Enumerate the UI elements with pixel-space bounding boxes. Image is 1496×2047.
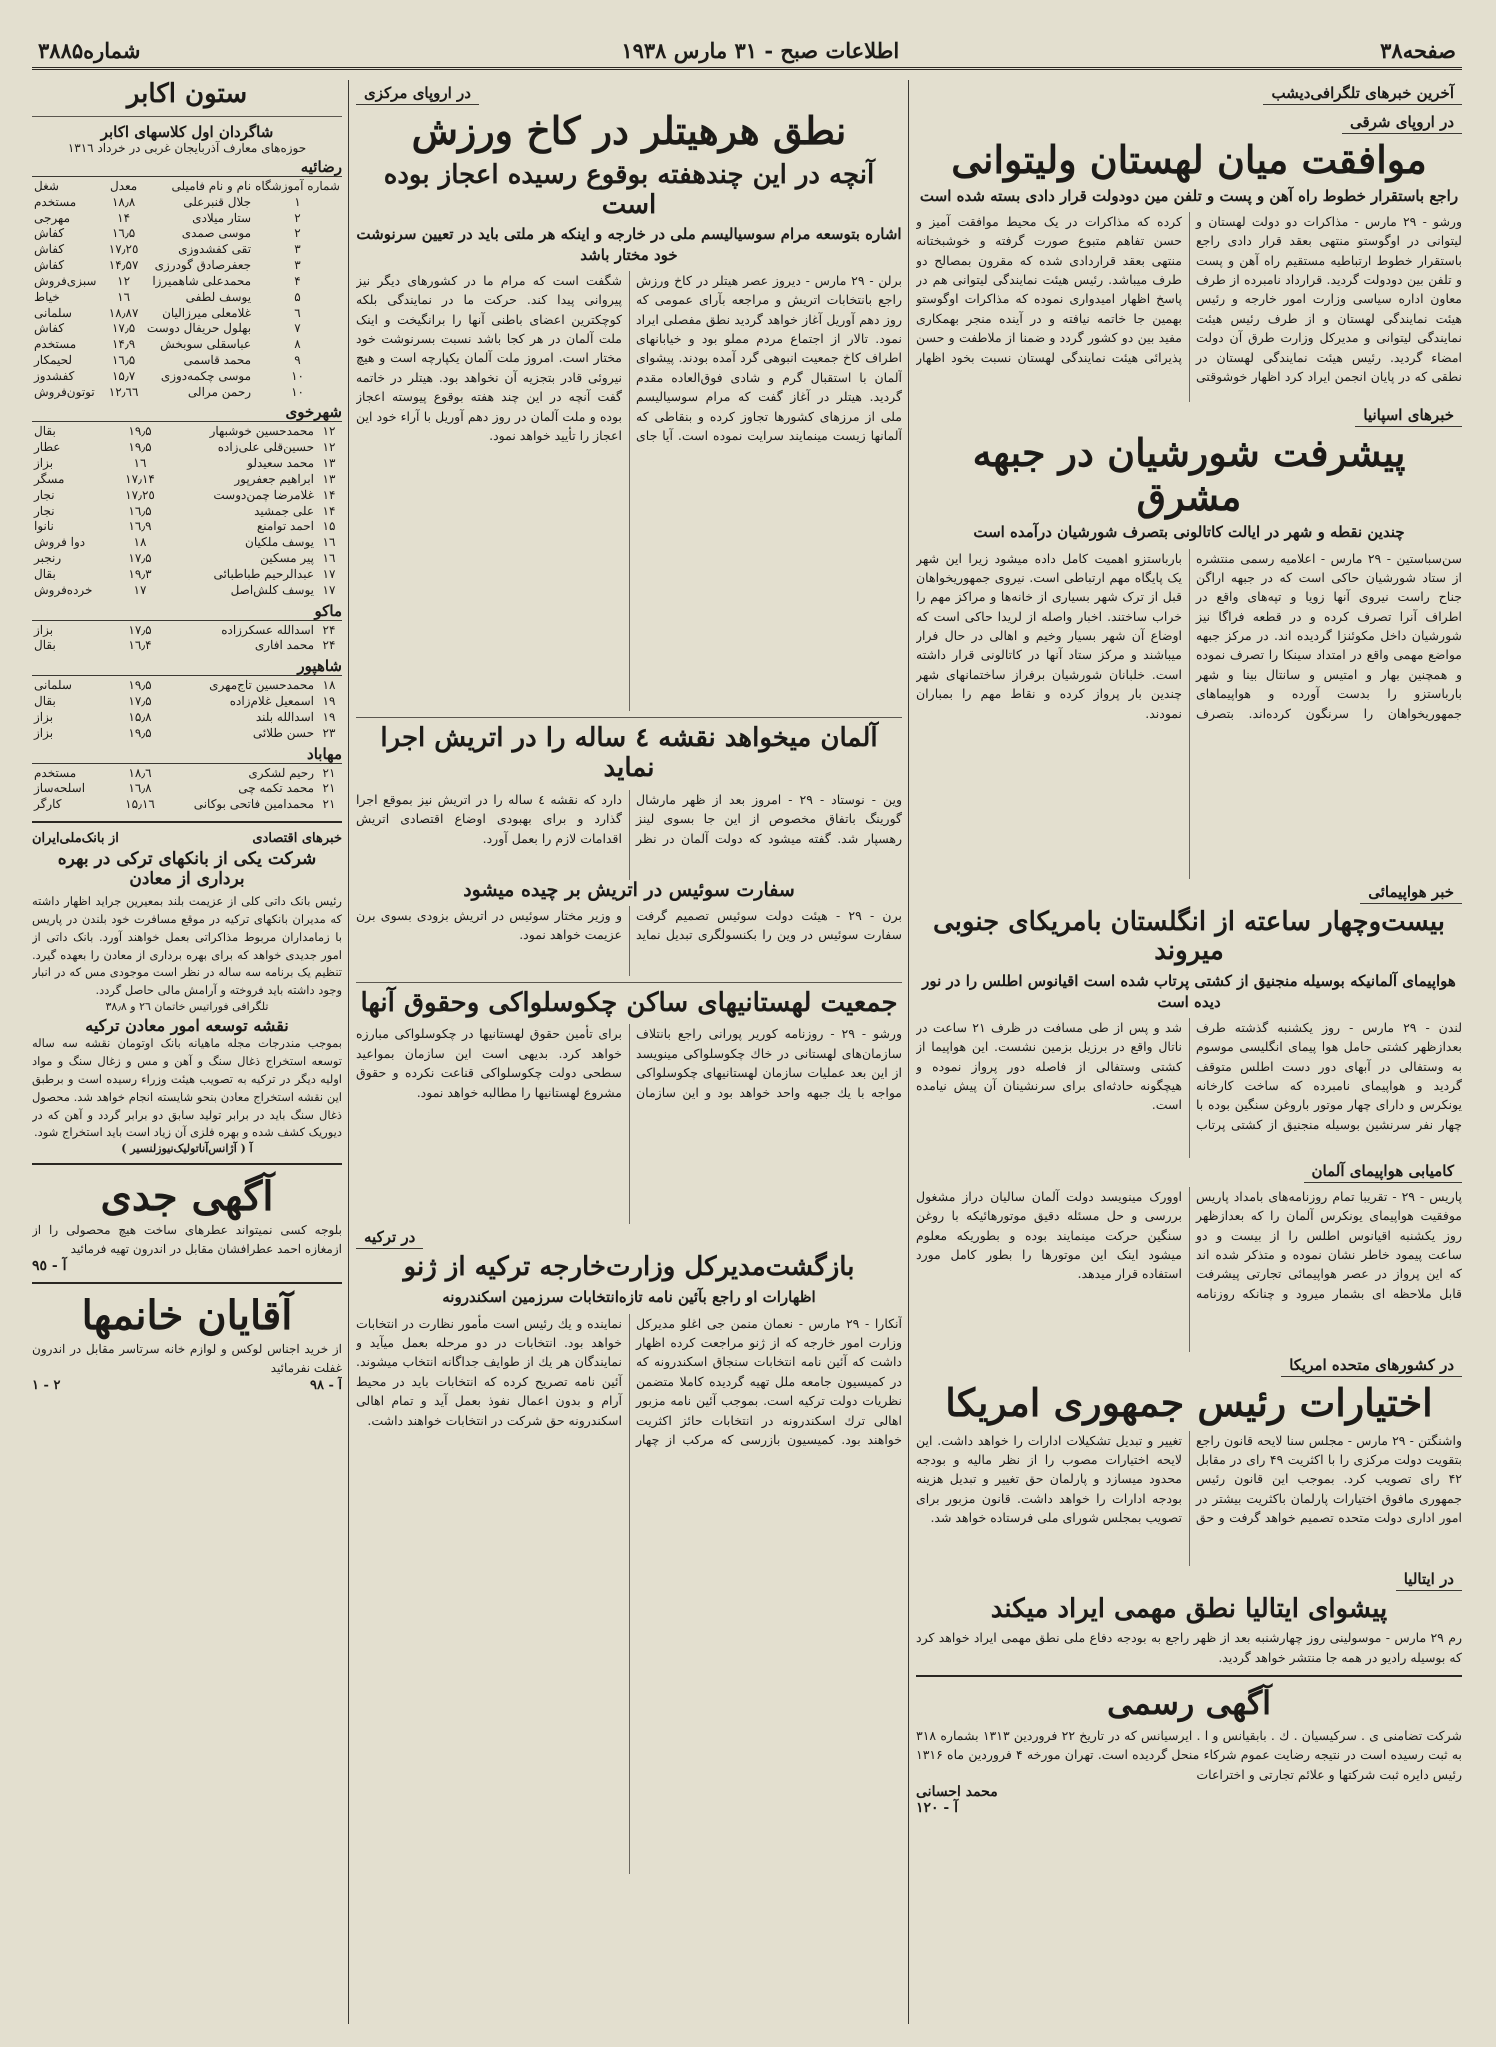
row-school: ۴ [294,273,301,288]
article-headline: جمعیت لهستانیهای ساکن چکوسلواکی وحقوق آنها [360,987,898,1018]
section-label: در اروپای مرکزی [356,82,479,105]
row-name: رحیم لشکری [248,765,314,780]
article-headline: سفارت سوئیس در اتریش بر چیده میشود [463,878,795,901]
article-body: وین - نوستاد - ۲۹ - امروز بعد از ظهر مارشال گورینگ باتفاق مخصوص از این جا بسوی لینز رهسپار شد. گفته میشود که دولت آلمان در نظر دارد که نقشه ٤ ساله را در اتریش نیز بموقع اجرا گذارد و برای بهبودی اوضاع اقتصادی اتریش اقدامات لازم را بعمل آورد. [356,791,902,846]
honor-table [32,766,342,813]
row-score: ۱۹٫۵ [128,440,152,455]
table-row [32,440,342,456]
row-score: ۱۸٫۸ [111,194,136,209]
row-job: مستخدم [34,765,77,780]
row-score: ۱۷٫۵ [111,321,136,336]
row-score: ۱٦٫۵ [111,226,136,241]
row-score: ۱۸ [133,535,147,550]
article-source: آ ( آژانس‌آناتولیک‌نیوزلنسیر ) [121,1142,253,1156]
row-score: ۱۹٫۵ [128,725,152,740]
col-header: شماره آموزشگاه [255,178,340,193]
row-name: محمد قاسمی [183,353,252,367]
row-score: ۱۹٫۳ [128,566,152,581]
table-row [32,337,342,353]
article-body: بموجب مندرجات مجله ماهیانه بانک اوتومان نقشه سه ساله توسعه استخراج ذغال سنگ و آهن و مس و زغال سنگ و مواد اولیه دیگر در ترکیه به تصویب هیئت وزراء رسیده است و برطبق این نقشه استخراج معادن بنحو شایسته انجام خواهد شد. محصول ذغال سنگ باید در برابر تولید سابق دو برابر گردد و آهن که در دیوریک کشف شده و بهره فلزی آن زیاد است باید استخراج شود. [32,1036,342,1140]
table-row [32,504,342,520]
ad-code: آ - ۹٥ [32,1258,67,1275]
row-school: ۱۴ [322,487,336,502]
article-headline: بازگشت‌مدیرکل وزارت‌خارجه ترکیه از ژنو [403,1252,855,1283]
row-name: موسی صمدی [181,226,252,241]
ad-title: آقایان خانمها [81,1292,293,1340]
row-score: ۱٦٫۵ [111,353,136,367]
ad-title: آگهی رسمی [1106,1684,1272,1723]
article-body: پاریس - ۲۹ - تقریبا تمام روزنامه‌های بامداد پاریس موفقیت هواپیمای یونکرس آلمان را که بعدازظهر روز یکشنبه اقیانوس اطلس را از بیست و دو ساعت پیمود خاطر نشان نموده و متذکر شده اند که این پرواز در عصر هواپیمائی تجارتی پیشرفت قابل ملاحظه ای بشمار میرود و چنانکه روزنامه اوورک مینویسد دولت آلمان سالیان دراز مشغول بررسی و حل مسئله دقیق موتورهائیکه با روغن سنگین حرکت مینمایند بوده و بطوریکه معلوم میشود اینک این موتورها را بطور کامل مورد استفاده قرار میدهد. [916,1188,1462,1301]
row-job: سبزی‌فروش [34,273,97,288]
box-title: ستون اکابر [126,80,248,109]
row-school: ۳ [294,258,301,273]
table-row [32,710,342,726]
row-score: ۱۹٫۵ [128,424,152,439]
row-job: کفاش [34,242,65,257]
divider [32,1163,342,1165]
table-row [32,488,342,504]
row-school: ۱۹ [322,694,336,709]
table-row [32,551,342,567]
right-column [916,80,1462,2024]
table-row [32,694,342,710]
row-school: ۱۳ [322,456,336,471]
divider [32,1282,342,1284]
ad-code: آ - ۹۸ [309,1377,342,1393]
region-name: شاهپور [32,657,342,676]
row-score: ۱۷٫۱۴ [125,471,155,486]
col-header: نام و نام فامیلی [171,178,252,193]
row-job: خرده‌فروش [34,582,93,597]
row-score: ۱۵٫۷ [111,368,136,383]
table-row [32,797,342,813]
row-name: یوسف کلش‌اصل [230,582,314,597]
row-name: احمد توامنع [256,519,314,534]
table-row [32,290,342,306]
table-row [32,195,342,211]
row-job: بزاز [34,622,54,637]
row-name: حسین‌قلی علی‌زاده [217,440,314,455]
divider [32,116,342,117]
table-row [32,567,342,583]
row-score: ۱۷٫۲٥ [125,487,155,502]
row-score: ۱۷٫۵ [128,694,152,709]
row-school: ۲۱ [322,781,336,796]
table-row [32,226,342,242]
row-job: کارگر [34,797,62,812]
row-school: ٦ [294,305,301,320]
newspaper-page [32,34,1462,2024]
article-headline: موافقت میان لهستان ولیتوانی [951,137,1427,182]
article-headline: نطق هرهیتلر در کاخ ورزش [411,108,847,153]
row-score: ۱٦٫۵ [128,503,152,518]
left-column [32,80,342,2024]
article-body: برلن - ۲۹ مارس - دیروز عصر هیتلر در کاخ ورزش راجع بانتخابات اتریش و مراجعه بآرای عمومی که روز دهم آوریل آغاز خواهد گردید نطق مفصلی ایراد نمود. تالار از اجتماع مردم مملو بود و خیابانهای اطراف کاخ جمعیت انبوهی گرد آمده بودند. پیشوای آلمان با استقبال گرم و شادی فوق‌العاده مقدم گردید. هیتلر در آغاز گفت که مرام سوسیالیسم ملی از مرزهای کشورها تجاوز کرده و بنقاطی که آلمانها زیست مینمایند سرایت نموده است. آیا جای شگفت است که مرام ما در کشورهای دیگر نیز پیروانی پیدا کند. حرکت ما در نمایندگی بلکه کوچکترین اعضای باطنی آنها را برانگیخت و اینک ملت آلمان در هر کجا باشد نسبت بسرنوشت خود مختار است. امروز ملت آلمان یکپارچه است و هیچ نیروئی قادر بتجزیه آن نخواهد بود. هیتلر در خاتمه گفت آنچه در این چند هفته بوقوع پیوسته اعجاز بوده و ملت آلمان در روز دهم آوریل با آراء خود این اعجاز را تأیید خواهد نمود. [356,272,902,443]
article-body: سن‌سباستین - ۲۹ مارس - اعلامیه رسمی منتشره از ستاد شورشیان حاکی است که در جبهه اراگن جناح راست نیروی آنها زویا و تپه‌های واقع در اطراف آنرا تصرف کرده و در قطعه فراگا نیز شورشیان داخل مکوئنزا گردیده اند. در مرکز جبهه مواضع مهمی واقع در امتداد سینکا را تصرف نموده و همچنین بهار و امتیس و سانتال بینا و شهر بارباستزو را بدست آورده و هواپیماهای جمهوریخواهان را سرنگون کرده‌اند. بتصرف بارباستزو اهمیت کامل داده میشود زیرا این شهر یک پایگاه مهم ارتباطی است. نیروی جمهوریخواهان قبل از ترک شهر بسیاری از خانه‌ها و مراکز مهم را خراب ساختند. اخبار واصله از لریدا حاکی است که اوضاع آن شهر بسیار وخیم و اهالی در حال فرار میباشند و مرکز ستاد آنها در کاتالونی قرار داشته است. خلبانان شورشیان برفراز ساختمانهای شهر چندین بار پرواز کرده و نقاط مهم را بمباران نمودند. [916,550,1462,721]
region-name: شهرخوی [32,403,342,422]
row-school: ۳ [294,242,301,257]
row-score: ۱۷٫۵ [128,622,152,637]
row-job: بزاز [34,456,54,471]
row-school: ۱۲ [322,424,336,439]
section-label: در ترکیه [356,1226,423,1249]
table-row [32,321,342,337]
row-name: ابراهیم جعفرپور [234,471,314,486]
section-label: خبرهای اسپانیا [1355,404,1462,427]
honor-table [32,623,342,655]
row-school: ۱۰ [291,384,304,399]
article-headline: اختیارات رئیس جمهوری امریکا [945,1379,1433,1425]
row-school: ۵ [294,289,301,304]
box-subtitle: شاگردان اول کلاسهای اکابر [100,122,274,141]
row-job: کفاش [34,258,65,273]
row-score: ۱۴ [117,210,131,225]
table-row [32,726,342,742]
article-subheadline: اظهارات او راجع بآئین نامه تازه‌انتخابات سرزمین اسکندرونه [442,1288,816,1307]
article-subheadline: هواپیمای آلمانیکه بوسیله منجنیق از کشتی پرتاب شده است اقیانوس اطلس را در نور دیده است [922,972,1456,1011]
row-name: تقی کفشدوزی [178,242,252,257]
table-row [32,638,342,654]
row-name: رحمن مرالی [187,384,252,399]
page-number: صفحه۳۸ [1380,38,1456,63]
ad-signature: محمد احسانی [916,1784,998,1801]
honor-table [32,424,342,598]
table-row [32,211,342,227]
row-job: لحیمکار [34,353,73,367]
row-score: ۱٦ [133,456,147,471]
row-name: ستار میلادی [192,210,252,225]
middle-column [356,80,902,2024]
article-body: برن - ۲۹ - هیئت دولت سوئیس تصمیم گرفت سفارت سوئیس در وین را بکنسولگری تبدیل نماید و وزیر مختار سوئیس در اتریش بزودی بسوی برن عزیمت خواهد نمود. [356,907,902,942]
row-job: دوا فروش [34,535,86,550]
row-name: محمدحسین خوشبهار [209,424,314,439]
row-school: ۱۷ [322,566,336,581]
box-note: حوزه‌های معارف آذربایجان غربی در خرداد ۱۳۱٦ [67,140,307,155]
row-school: ۱۲ [322,440,336,455]
row-job: نجار [34,503,55,518]
row-name: جعفرصادق گودرزی [154,258,252,273]
table-row [32,535,342,551]
row-job: بقال [34,694,56,709]
row-school: ۲۴ [322,622,336,637]
column-rule [348,80,349,2024]
row-job: رنجبر [34,551,62,566]
section-label: خبر هواپیمائی [1360,881,1462,904]
row-school: ۲ [294,226,301,241]
row-job: مهرجی [34,210,70,225]
article-body: لندن - ۲۹ مارس - روز یکشنبه گذشته طرف بعدازظهر کشتی حامل هوا پیمای انگلیسی موسوم به وستفالی در آبهای دور دست اطلس متوقف گردید و هواپیمای نامبرده که ساخت کارخانه یونکرس و دارای چهار موتور باروغن سنگین بوده با چهار نفر سرنشین بوسیله منجنیق از کشتی پرتاب شد و پس از طی مسافت در ظرف ۲۱ ساعت در ناتال واقع در برزیل بزمین نشست. این هواپیما از کشتی وستفالی از فاصله دور پرواز نموده و هیچگونه حادثه‌ای برای سرنشینان آن پیش نیامده است. [916,1019,1462,1132]
row-score: ۱۵٫۱٦ [125,797,155,812]
section-label: آخرین خبرهای تلگرافی‌دیشب [1263,82,1462,105]
ad-body: از خرید اجناس لوکس و لوازم خانه سرتاسر مقابل در اندرون غفلت نفرمائید [32,1342,342,1376]
row-name: محمد سعیدلو [247,456,314,471]
row-name: محمدعلی شاهمیرزا [152,273,252,288]
article-body: رم ۲۹ مارس - موسولینی روز چهارشنبه بعد از ظهر راجع به بودجه دفاع ملی نطق مهمی ایراد خواهد کرد که بوسیله رادیو در همه جا منتشر خواهد گردید. [916,1630,1462,1665]
table-row [32,583,342,599]
row-school: ۱۷ [322,582,336,597]
row-score: ۱٦٫۸ [128,781,152,796]
row-name: محمدحسین تاج‌مهری [209,678,314,693]
row-score: ۱۴٫۹ [111,337,136,352]
row-school: ۲۱ [322,765,336,780]
ad-title: آگهی جدی [100,1173,274,1221]
row-name: پیر مسکین [260,551,314,566]
row-job: نانوا [34,519,54,534]
row-score: ۱۷٫۲٥ [108,242,139,257]
row-job: بقال [34,638,56,653]
row-name: بهلول حریفال دوست [146,321,252,336]
article-headline: نقشه توسعه امور معادن ترکیه [85,1016,289,1036]
row-score: ۱٦٫۹ [128,519,152,534]
row-school: ۹ [294,353,301,367]
article-subheadline: چندین نقطه و شهر در ایالت کاتالونی بتصرف شورشیان درآمده است [973,523,1405,542]
row-school: ۸ [294,337,301,352]
row-name: عباسقلی سوبخش [160,337,252,352]
region-name: ماکو [32,602,342,621]
row-name: محمدامین فاتحی بوکانی [193,797,314,812]
row-name: یوسف لطفی [185,289,252,304]
section-label: در ایتالیا [1396,1568,1462,1591]
ad-code: ۲ - ۱ [32,1377,61,1393]
row-score: ۱۸٫٦ [128,765,152,780]
table-header [32,179,342,195]
table-row [32,274,342,290]
row-job: عطار [34,440,61,455]
row-name: عبدالرحیم طباطبائی [213,566,314,581]
article-headline: شرکت یکی از بانکهای ترکی در بهره برداری از معادن [57,849,317,889]
article-subheadline: آنچه در این چندهفته بوقوع رسیده اعجاز بوده است [383,159,875,220]
article-subheadline: راجع باستقرار خطوط راه آهن و پست و تلفن مین دودولت قرار دادی بسته شده است [919,186,1459,205]
row-job: اسلحه‌ساز [34,781,86,796]
table-row [32,424,342,440]
issue-number: شماره۳۸۸۵ [38,38,141,63]
table-row [32,258,342,274]
article-dateline: تلگرافی فوراتیس خاتمان ۲٦ و ۳۸٫۸ [105,1000,269,1014]
row-score: ۱۷ [133,582,147,597]
section-label: در کشورهای متحده امریکا [1281,1354,1462,1377]
article-headline: بیست‌وچهار ساعته از انگلستان بامریکای جنوبی میروند [933,906,1445,967]
row-job: بزاز [34,709,54,724]
row-job: بزاز [34,725,54,740]
row-name: غلامعلی میرزالیان [162,305,252,320]
section-labels [32,831,342,846]
honor-table [32,678,342,741]
article-subheadline: اشاره بتوسعه مرام سوسیالیسم ملی در خارجه و اینکه هر ملتی باید در تعیین سرنوشت خود مختار باشد [356,225,902,264]
row-job: مسگر [34,471,65,486]
row-job: مستخدم [34,337,77,352]
row-job: توتون‌فروش [34,384,95,399]
table-row [32,456,342,472]
masthead-title: اطلاعات صبح - ۳۱ مارس ۱۹۳۸ [621,38,900,63]
section-label: کامیابی هواپیمای آلمان [1304,1160,1462,1183]
row-name: اسدالله بلند [255,709,314,724]
ad-body: بلوجه کسی نمیتواند عطرهای ساخت هیچ محصولی را از ازمغازه احمد عطرافشان مقابل در اندرون تهیه فرمائید [32,1223,342,1256]
row-school: ۱٦ [322,535,336,550]
table-row [32,472,342,488]
row-name: حسن طلائی [252,725,314,740]
row-job: بقال [34,566,56,581]
row-school: ۲۳ [322,725,336,740]
row-score: ۱۲٫٦٦ [108,384,139,399]
ad-code: آ - ۱۲۰ [916,1800,959,1817]
table-row [32,678,342,694]
table-row [32,353,342,369]
row-school: ۱٦ [322,551,336,566]
article-body: رئیس بانک داتی کلی از عزیمت بلند بمعیرین جراید اظهار داشته که مدیران بانکهای ترکیه در موقع مسافرت خود بلندن در پاریس با زمامداران مربوط مذاکراتی بعمل خواهند آورد. بانک داتی از امور جدیدی خواهد که برای بهره برداری از معادن را بعهده گیرد. تنظیم یک برنامه سه ساله در نظر است موجودی مس که در انبار وجود داشته باید فروخته و آرامش مالی حاصل گردد. [32,894,342,998]
row-score: ۱۵٫۸ [128,709,152,724]
section-label: خبرهای اقتصادی [252,831,342,847]
row-job: خیاط [34,289,60,304]
table-row [32,306,342,322]
article-headline: پیشرفت شورشیان در جبهه مشرق [972,429,1406,519]
ad-body: شرکت تضامنی ی . سرکیسیان . ك . بابقیانس و ا . ایرسیانس که در تاریخ ۲۲ فروردین ۱۳۱۳ بشماره ۳۱۸ به ثبت رسیده است در نتیجه رضایت عموم شرکاء منحل گردیده است. تهران مورخه ۴ فروردین ماه ۱۳۱۶ رئیس دایره ثبت شرکتها و علائم تجارتی و اختراعات [916,1727,1462,1782]
column-rule [908,80,909,2024]
divider [32,821,342,823]
row-score: ۱٦٫۴ [128,638,152,653]
row-score: ۱٦ [117,289,131,304]
row-name: محمد افاری [254,638,314,653]
row-name: یوسف ملکیان [245,535,314,550]
divider [356,982,902,983]
row-score: ۱۴٫۵۷ [108,258,139,273]
row-school: ۱۹ [322,709,336,724]
honor-table [32,179,342,401]
table-row [32,369,342,385]
article-body: ورشو - ۲۹ - روزنامه کوریر پورانی راجع بانتلاف سازمان‌های لهستانی در خاك چکوسلواکی مینویسد از این بعد عملیات سازمان لهستانیهای چکوسلواکی مواجه با یك جبهه واحد خواهد بود و این سازمان برای تأمین حقوق لهستانیها در چکوسلواکی مبارزه خواهد کرد. بدیهی است این سازمان بمواعید سطحی دولت چکوسلواکی قناعت نکرده و حقوق مشروع لهستانیها را مطالبه خواهد نمود. [356,1026,902,1100]
row-job: نجار [34,487,55,502]
row-school: ۱۵ [322,519,336,534]
row-score: ۱۷٫۵ [128,551,152,566]
table-row [32,766,342,782]
region-name: مهاباد [32,745,342,764]
ad-codes [32,1378,342,1393]
table-row [32,781,342,797]
row-name: علی جمشید [254,503,314,518]
divider [356,717,902,718]
row-school: ۱۰ [291,368,304,383]
row-school: ۱۸ [322,678,336,693]
row-school: ۱ [294,194,301,209]
row-job: سلمانی [34,678,72,693]
row-score: ۱۹٫۵ [128,678,152,693]
table-row [32,519,342,535]
row-job: کفاش [34,321,65,336]
article-body: واشنگتن - ۲۹ مارس - مجلس سنا لایحه قانون راجع بتقویت دولت مرکزی را با اکثریت ۴۹ رای در مقابل ۴۲ رای تصویب کرد. بموجب این قانون رئیس جمهوری مافوق اختیارات پارلمان باکثریت بیشتر در امور اداری دولت متحده تصمیم خواهد گرفت و حق تغییر و تبدیل تشکیلات ادارات را خواهد داشت. این لایحه اختیارات مصوب را از نظر مالیه و بودجه محدود میسازد و پارلمان حق تغییر و تبدیل هزینه بودجه ادارات را خواهد داشت. قانون مزبور برای تصویب بمجلس شورای ملی فرستاده خواهد شد. [916,1432,1462,1526]
article-headline: آلمان میخواهد نقشه ٤ ساله را در اتریش اجرا نماید [380,722,878,783]
masthead-bar [32,34,1462,70]
row-name: اسدالله عسکرزاده [221,622,314,637]
table-row [32,242,342,258]
row-school: ۱۴ [322,503,336,518]
col-header: معدل [109,178,138,193]
region-name: رضائیه [32,158,342,177]
row-name: غلامرضا چمن‌دوست [213,487,314,502]
table-row [32,623,342,639]
row-name: موسی چکمه‌دوزی [160,368,252,383]
row-school: ۲۴ [322,638,336,653]
row-job: سلمانی [34,305,72,320]
row-school: ۲۱ [322,797,336,812]
table-row [32,385,342,401]
article-headline: پیشوای ایتالیا نطق مهمی ایراد میکند [990,1593,1388,1624]
row-name: محمد تکمه چی [238,781,314,796]
row-school: ۲ [294,210,301,225]
row-name: اسمعیل غلام‌زاده [229,694,314,709]
divider [916,1675,1462,1677]
row-school: ۷ [294,321,301,336]
article-body: آنکارا - ۲۹ مارس - نعمان منمن جی اغلو مدیرکل وزارت امور خارجه که از ژنو مراجعت کرده اظهار داشت که آئین نامه انتخابات سنجاق اسکندرونه که در کمیسیون جامعه ملل تهیه گردیده کاملا متضمن نظریات دولت ترکیه است. بموجب آئین نامه مزبور اهالی ترك اسکندرونه در انتخابات حائز اکثریت خواهند بود. کمیسیون بازرسی که مرکب از چهار نماینده و یك رئیس است مأمور نظارت در انتخابات خواهد بود. انتخابات در دو مرحله بعمل میآید و نمایندگان هر یك از طوایف جداگانه انتخاب میشوند. آئین نامه تصریح کرده که انتخابات باید در محیط آرام و بدون اعمال نفوذ بعمل آید و تمام اهالی اسکندرونه حق شرکت در انتخابات خواهند داشت. [356,1315,902,1447]
section-label: از بانک‌ملی‌ایران [32,831,119,847]
row-job: کفاش [34,226,65,241]
row-job: مستخدم [34,194,77,209]
article-body: ورشو - ۲۹ مارس - مذاکرات دو دولت لهستان و لیتوانی در اوگوستو منتهی بعقد قرار دادی راجع باستقرار خطوط ارتباطیه مستقیم راه آهن و پست و تلفن بین دودولت گردید. قرارداد نامبرده از طرف معاون اداره سیاسی وزارت امور خارجه و رئیس هیئت نمایندگی لهستان و از طرف رئیس هیئت نمایندگی لیتوانی و مدیرکل وزارت طرق آن دولت امضاء گردید. رئیس هیئت نمایندگی لهستان در نطقی که در پایان انجمن ایراد کرد اظهار خوشوقتی کرده که مذاکرات در یک محیط موافقت آمیز و حسن تفاهم متبوع صورت گرفته و خوشبختانه منتهی بعقد قراردادی شده که مقرون بمصالح دو طرف میباشد. رئیس هیئت نمایندگی لیتوانی هم در پاسخ اظهار امیدواری نموده که مذاکرات اوگوستو بهمین جا خاتمه نیافته و در آینده منجر بهمکاری مفید بین دو کشور گردد و ضمنا از ملاطفت و حسن پذیرائی هیئت نمایندگی لهستان نسبت بخود اظهار [916,213,1462,384]
row-score: ۱۲ [117,273,131,288]
row-school: ۱۳ [322,471,336,486]
row-name: جلال قنبرعلی [183,194,252,209]
section-label: در اروپای شرقی [1342,111,1462,134]
col-header: شغل [34,178,59,193]
row-job: کفشدوز [34,368,75,383]
row-score: ۱۸٫۸۷ [108,305,139,320]
row-job: بقال [34,424,56,439]
